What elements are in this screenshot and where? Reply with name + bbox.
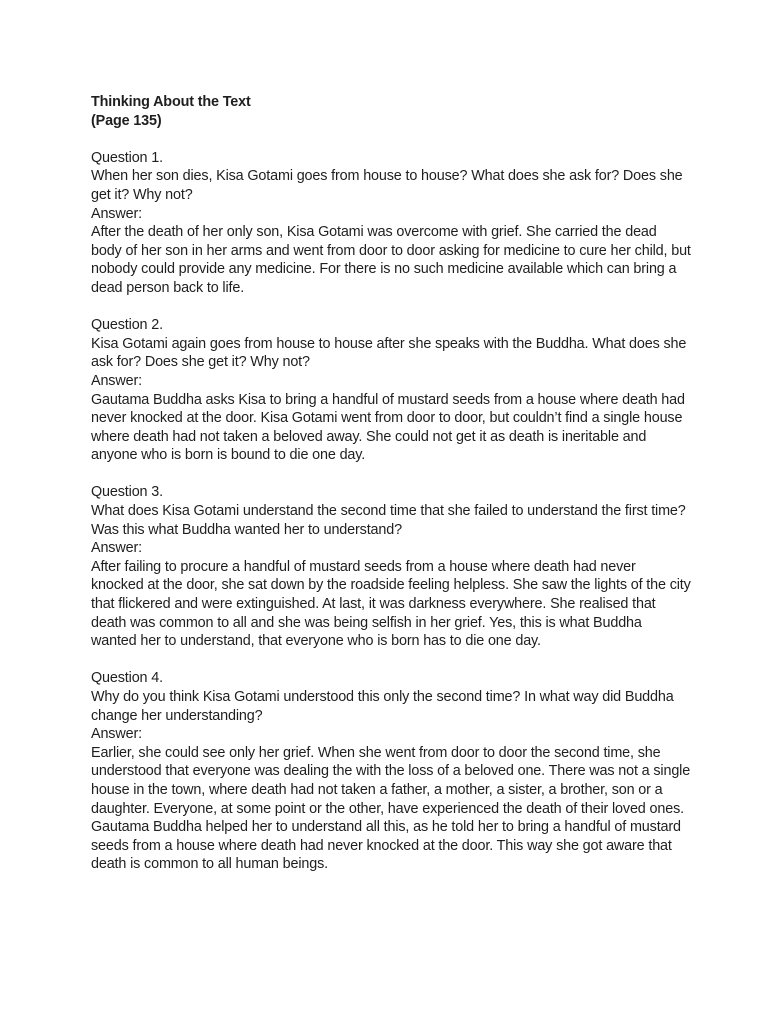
question-block-1	[91, 149, 691, 298]
answer-label: Answer:	[91, 205, 142, 222]
question-block-4	[91, 669, 691, 874]
question-label: Question 1.	[91, 149, 163, 166]
answer-label: Answer:	[91, 726, 142, 743]
document-page	[91, 93, 691, 893]
question-label: Question 2.	[91, 317, 163, 334]
question-label: Question 4.	[91, 670, 163, 687]
question-text: When her son dies, Kisa Gotami goes from house to house? What does she ask for? Does she get it? Why not?	[91, 168, 683, 203]
question-block-3	[91, 483, 691, 650]
page-reference: (Page 135)	[91, 112, 162, 129]
heading-block	[91, 93, 691, 130]
document-title: Thinking About the Text	[91, 94, 251, 110]
answer-text: Earlier, she could see only her grief. When she went from door to door the second time, she understood that everyone was dealing the with the loss of a beloved one. There was not a single house in the town, where death had not taken a father, a mother, a sister, a brother, son or a daughter. Everyone, at some point or the other, have experienced the death of their loved ones. Gautama Buddha helped her to understand all this, as he told her to bring a handful of mustard seeds from a house where death had never knocked at the door. This way she got aware that death is common to all human beings.	[91, 744, 691, 873]
question-block-2	[91, 316, 691, 465]
answer-text: After failing to procure a handful of mustard seeds from a house where death had never knocked at the door, she sat down by the roadside feeling helpless. She saw the lights of the city that flickered and were extinguished. At last, it was darkness everywhere. She realised that death was common to all and she was being selfish in her grief. Yes, this is what Buddha wanted her to understand, that everyone who is born has to die one day.	[91, 558, 691, 650]
question-text: Why do you think Kisa Gotami understood this only the second time? In what way did Buddha change her understanding?	[91, 689, 674, 724]
answer-text: After the death of her only son, Kisa Gotami was overcome with grief. She carried the dead body of her son in her arms and went from door to door asking for medicine to cure her child, but nobody could provide any medicine. For there is no such medicine available which can bring a dead person back to life.	[91, 224, 691, 296]
question-label: Question 3.	[91, 484, 163, 501]
question-text: What does Kisa Gotami understand the second time that she failed to understand the first time? Was this what Buddha wanted her to understand?	[91, 503, 686, 538]
answer-text: Gautama Buddha asks Kisa to bring a handful of mustard seeds from a house where death had never knocked at the door. Kisa Gotami went from door to door, but couldn’t find a single house where death had not taken a beloved away. She could not get it as death is ineritable and anyone who is born is bound to die one day.	[91, 391, 685, 464]
answer-label: Answer:	[91, 372, 142, 389]
answer-label: Answer:	[91, 540, 142, 557]
question-text: Kisa Gotami again goes from house to house after she speaks with the Buddha. What does she ask for? Does she get it? Why not?	[91, 335, 687, 371]
